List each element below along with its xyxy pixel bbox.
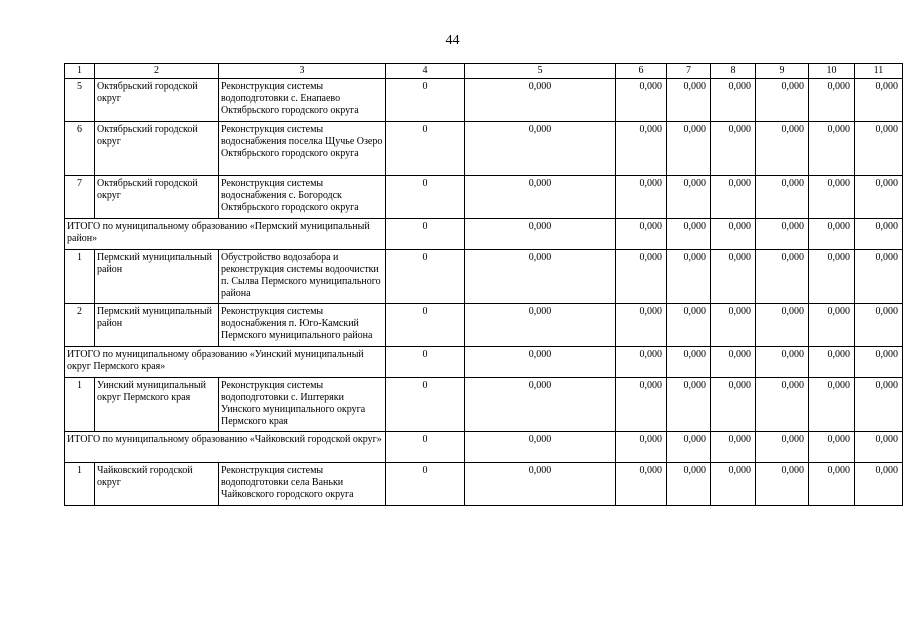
value-cell: 0,000 [465, 463, 616, 506]
value-cell: 0,000 [711, 79, 756, 122]
value-cell: 0 [386, 79, 465, 122]
table-row [65, 463, 903, 506]
table-row [65, 304, 903, 347]
value-cell: 0,000 [756, 250, 809, 304]
column-header: 10 [809, 64, 855, 79]
value-cell: 0,000 [855, 304, 903, 347]
value-cell: 0,000 [667, 122, 711, 176]
row-number: 2 [65, 304, 95, 347]
value-cell: 0,000 [855, 219, 903, 250]
value-cell: 0,000 [711, 378, 756, 432]
value-cell: 0,000 [711, 432, 756, 463]
value-cell: 0,000 [809, 122, 855, 176]
value-cell: 0,000 [667, 432, 711, 463]
row-number: 1 [65, 463, 95, 506]
total-row [65, 432, 903, 463]
data-table [64, 63, 903, 506]
value-cell: 0,000 [465, 432, 616, 463]
municipality-cell: Чайковский городской округ [95, 463, 219, 506]
project-cell: Реконструкция системы водоснабжения поселка Щучье Озеро Октябрьского городского округа [219, 122, 386, 176]
value-cell: 0,000 [756, 122, 809, 176]
value-cell: 0,000 [855, 79, 903, 122]
table-row [65, 176, 903, 219]
column-header: 3 [219, 64, 386, 79]
municipality-cell: Октябрьский городской округ [95, 79, 219, 122]
column-header: 4 [386, 64, 465, 79]
value-cell: 0,000 [809, 432, 855, 463]
municipality-cell: Октябрьский городской округ [95, 122, 219, 176]
value-cell: 0,000 [667, 378, 711, 432]
value-cell: 0,000 [616, 122, 667, 176]
value-cell: 0,000 [809, 347, 855, 378]
project-cell: Реконструкция системы водоснабжения п. Юго-Камский Пермского муниципального района [219, 304, 386, 347]
value-cell: 0,000 [616, 176, 667, 219]
value-cell: 0,000 [855, 463, 903, 506]
value-cell: 0,000 [711, 122, 756, 176]
column-header: 7 [667, 64, 711, 79]
value-cell: 0,000 [465, 219, 616, 250]
total-label: ИТОГО по муниципальному образованию «Пермский муниципальный район» [65, 219, 386, 250]
value-cell: 0,000 [465, 378, 616, 432]
value-cell: 0,000 [756, 347, 809, 378]
table-row [65, 122, 903, 176]
value-cell: 0,000 [616, 79, 667, 122]
column-header: 11 [855, 64, 903, 79]
column-header: 2 [95, 64, 219, 79]
value-cell: 0,000 [711, 463, 756, 506]
value-cell: 0,000 [616, 347, 667, 378]
total-row [65, 347, 903, 378]
value-cell: 0 [386, 432, 465, 463]
value-cell: 0,000 [756, 432, 809, 463]
value-cell: 0,000 [809, 176, 855, 219]
column-number-row [65, 64, 903, 79]
row-number: 7 [65, 176, 95, 219]
value-cell: 0,000 [711, 219, 756, 250]
value-cell: 0,000 [616, 378, 667, 432]
value-cell: 0,000 [855, 378, 903, 432]
table-row [65, 79, 903, 122]
value-cell: 0,000 [855, 176, 903, 219]
row-number: 6 [65, 122, 95, 176]
value-cell: 0,000 [756, 219, 809, 250]
value-cell: 0,000 [711, 176, 756, 219]
value-cell: 0,000 [465, 250, 616, 304]
value-cell: 0,000 [809, 79, 855, 122]
table-body [65, 79, 903, 506]
value-cell: 0,000 [667, 250, 711, 304]
value-cell: 0,000 [616, 304, 667, 347]
value-cell: 0,000 [756, 176, 809, 219]
value-cell: 0,000 [756, 463, 809, 506]
column-header: 1 [65, 64, 95, 79]
value-cell: 0,000 [809, 463, 855, 506]
value-cell: 0 [386, 463, 465, 506]
row-number: 1 [65, 250, 95, 304]
value-cell: 0,000 [809, 219, 855, 250]
project-cell: Реконструкция системы водоснабжения с. Богородск Октябрьского городского округа [219, 176, 386, 219]
column-header: 5 [465, 64, 616, 79]
column-header: 9 [756, 64, 809, 79]
project-cell: Реконструкция системы водоподготовки села Ваньки Чайковского городского округа [219, 463, 386, 506]
value-cell: 0,000 [667, 463, 711, 506]
value-cell: 0,000 [855, 432, 903, 463]
value-cell: 0,000 [616, 432, 667, 463]
value-cell: 0 [386, 122, 465, 176]
value-cell: 0 [386, 347, 465, 378]
value-cell: 0,000 [616, 219, 667, 250]
municipality-cell: Уинский муниципальный округ Пермского края [95, 378, 219, 432]
table-row [65, 378, 903, 432]
value-cell: 0,000 [756, 378, 809, 432]
value-cell: 0,000 [756, 79, 809, 122]
value-cell: 0 [386, 304, 465, 347]
value-cell: 0,000 [667, 176, 711, 219]
project-cell: Обустройство водозабора и реконструкция системы водоочистки п. Сылва Пермского муниципального района [219, 250, 386, 304]
total-label: ИТОГО по муниципальному образованию «Чайковский городской округ» [65, 432, 386, 463]
value-cell: 0,000 [855, 347, 903, 378]
total-row [65, 219, 903, 250]
value-cell: 0,000 [855, 250, 903, 304]
value-cell: 0,000 [465, 122, 616, 176]
value-cell: 0,000 [809, 378, 855, 432]
value-cell: 0,000 [667, 79, 711, 122]
value-cell: 0,000 [465, 304, 616, 347]
value-cell: 0,000 [667, 304, 711, 347]
value-cell: 0,000 [711, 347, 756, 378]
municipality-cell: Пермский муниципальный район [95, 304, 219, 347]
value-cell: 0 [386, 378, 465, 432]
value-cell: 0,000 [667, 347, 711, 378]
value-cell: 0,000 [711, 250, 756, 304]
value-cell: 0,000 [809, 304, 855, 347]
municipality-cell: Октябрьский городской округ [95, 176, 219, 219]
project-cell: Реконструкция системы водоподготовки с. Иштеряки Уинского муниципального округа Пермского края [219, 378, 386, 432]
value-cell: 0,000 [616, 250, 667, 304]
value-cell: 0 [386, 219, 465, 250]
value-cell: 0 [386, 250, 465, 304]
value-cell: 0,000 [756, 304, 809, 347]
value-cell: 0,000 [711, 304, 756, 347]
total-label: ИТОГО по муниципальному образованию «Уинский муниципальный округ Пермского края» [65, 347, 386, 378]
value-cell: 0,000 [616, 463, 667, 506]
value-cell: 0,000 [855, 122, 903, 176]
value-cell: 0,000 [667, 219, 711, 250]
value-cell: 0,000 [465, 347, 616, 378]
value-cell: 0 [386, 176, 465, 219]
row-number: 1 [65, 378, 95, 432]
column-header: 8 [711, 64, 756, 79]
value-cell: 0,000 [465, 79, 616, 122]
table-row [65, 250, 903, 304]
row-number: 5 [65, 79, 95, 122]
project-cell: Реконструкция системы водоподготовки с. Енапаево Октябрьского городского округа [219, 79, 386, 122]
page-number: 44 [445, 33, 460, 48]
column-header: 6 [616, 64, 667, 79]
value-cell: 0,000 [465, 176, 616, 219]
value-cell: 0,000 [809, 250, 855, 304]
municipality-cell: Пермский муниципальный район [95, 250, 219, 304]
